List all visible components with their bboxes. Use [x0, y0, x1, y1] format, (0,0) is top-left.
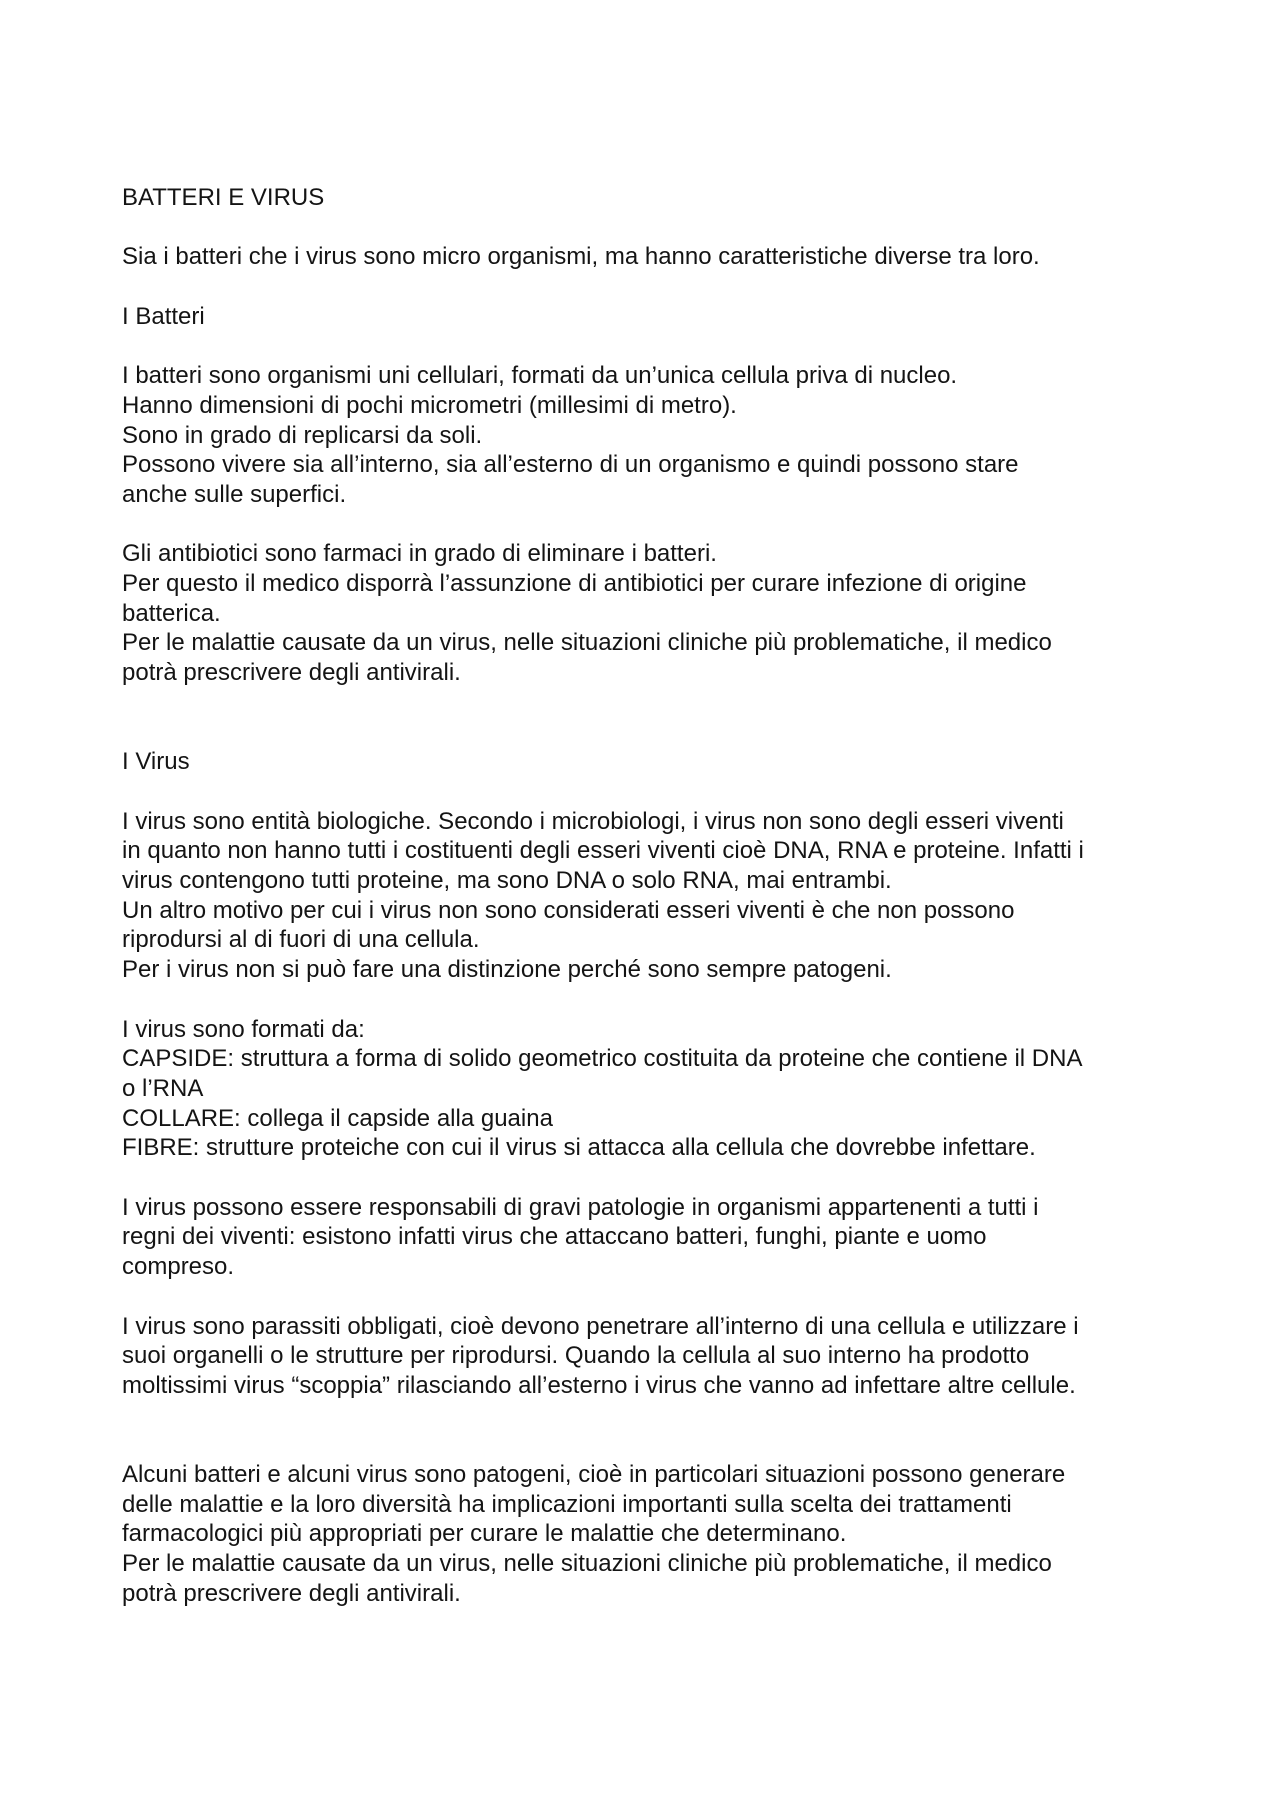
- paragraph-line: Per le malattie causate da un virus, nelle situazioni cliniche più problematiche, il medico: [122, 629, 1052, 657]
- virus-heading: I Virus: [122, 748, 190, 776]
- paragraph-line: I virus sono entità biologiche. Secondo i microbiologi, i virus non sono degli esseri viventi: [122, 807, 1064, 835]
- paragraph-line: FIBRE: strutture proteiche con cui il virus si attacca alla cellula che dovrebbe infettare.: [122, 1134, 1036, 1162]
- paragraph-line: batterica.: [122, 599, 221, 627]
- paragraph-line: Un altro motivo per cui i virus non sono considerati esseri viventi è che non possono: [122, 896, 1015, 924]
- paragraph-line: CAPSIDE: struttura a forma di solido geometrico costituita da proteine che contiene il DNA: [122, 1045, 1083, 1073]
- paragraph-line: potrà prescrivere degli antivirali.: [122, 659, 461, 687]
- virus-structure-paragraph: [122, 1015, 1172, 1164]
- paragraph-line: Gli antibiotici sono farmaci in grado di eliminare i batteri.: [122, 540, 717, 568]
- virus-paragraph-1: [122, 807, 1172, 985]
- paragraph-line: I batteri sono organismi uni cellulari, formati da un’unica cellula priva di nucleo.: [122, 362, 958, 390]
- bacteria-heading-block: [122, 302, 1172, 332]
- bacteria-paragraph-1: [122, 361, 1172, 510]
- virus-heading-block: [122, 747, 1172, 777]
- paragraph-line: riprodursi al di fuori di una cellula.: [122, 926, 480, 954]
- paragraph-line: I virus sono formati da:: [122, 1015, 365, 1043]
- paragraph-line: Alcuni batteri e alcuni virus sono patogeni, cioè in particolari situazioni possono generare: [122, 1461, 1066, 1489]
- paragraph-line: virus contengono tutti proteine, ma sono DNA o solo RNA, mai entrambi.: [122, 867, 892, 895]
- paragraph-line: farmacologici più appropriati per curare le malattie che determinano.: [122, 1520, 847, 1548]
- paragraph-line: Sono in grado di replicarsi da soli.: [122, 421, 483, 449]
- document-title-block: [122, 183, 1172, 213]
- intro-line: Sia i batteri che i virus sono micro organismi, ma hanno caratteristiche diverse tra loro.: [122, 243, 1040, 271]
- paragraph-line: COLLARE: collega il capside alla guaina: [122, 1104, 553, 1132]
- bacteria-paragraph-2: [122, 539, 1172, 688]
- document-title: BATTERI E VIRUS: [122, 184, 325, 211]
- paragraph-line: Per le malattie causate da un virus, nelle situazioni cliniche più problematiche, il medico: [122, 1550, 1052, 1578]
- paragraph-line: regni dei viventi: esistono infatti virus che attaccano batteri, funghi, piante e uomo: [122, 1223, 987, 1251]
- paragraph-line: Possono vivere sia all’interno, sia all’esterno di un organismo e quindi possono stare: [122, 451, 1019, 479]
- virus-paragraph-3: [122, 1193, 1172, 1282]
- conclusion-paragraph: [122, 1460, 1172, 1609]
- paragraph-line: anche sulle superfici.: [122, 480, 347, 508]
- virus-paragraph-4: [122, 1312, 1172, 1401]
- paragraph-line: Per i virus non si può fare una distinzione perché sono sempre patogeni.: [122, 956, 892, 984]
- document-page: [122, 183, 1172, 1638]
- paragraph-line: o l’RNA: [122, 1074, 204, 1102]
- intro-paragraph: [122, 242, 1172, 272]
- paragraph-line: I virus possono essere responsabili di gravi patologie in organismi appartenenti a tutti i: [122, 1193, 1039, 1221]
- paragraph-line: potrà prescrivere degli antivirali.: [122, 1579, 461, 1607]
- paragraph-line: delle malattie e la loro diversità ha implicazioni importanti sulla scelta dei trattamenti: [122, 1490, 1012, 1518]
- paragraph-line: in quanto non hanno tutti i costituenti degli esseri viventi cioè DNA, RNA e proteine. Infatti i: [122, 837, 1084, 865]
- paragraph-line: I virus sono parassiti obbligati, cioè devono penetrare all’interno di una cellula e utilizzare i: [122, 1312, 1079, 1340]
- paragraph-line: compreso.: [122, 1253, 235, 1281]
- paragraph-line: Hanno dimensioni di pochi micrometri (millesimi di metro).: [122, 391, 737, 419]
- paragraph-line: Per questo il medico disporrà l’assunzione di antibiotici per curare infezione di origine: [122, 570, 1027, 598]
- bacteria-heading: I Batteri: [122, 302, 205, 330]
- paragraph-line: suoi organelli o le strutture per riprodursi. Quando la cellula al suo interno ha prodotto: [122, 1342, 1030, 1370]
- paragraph-line: moltissimi virus “scoppia” rilasciando all’esterno i virus che vanno ad infettare altre cellule.: [122, 1371, 1076, 1399]
